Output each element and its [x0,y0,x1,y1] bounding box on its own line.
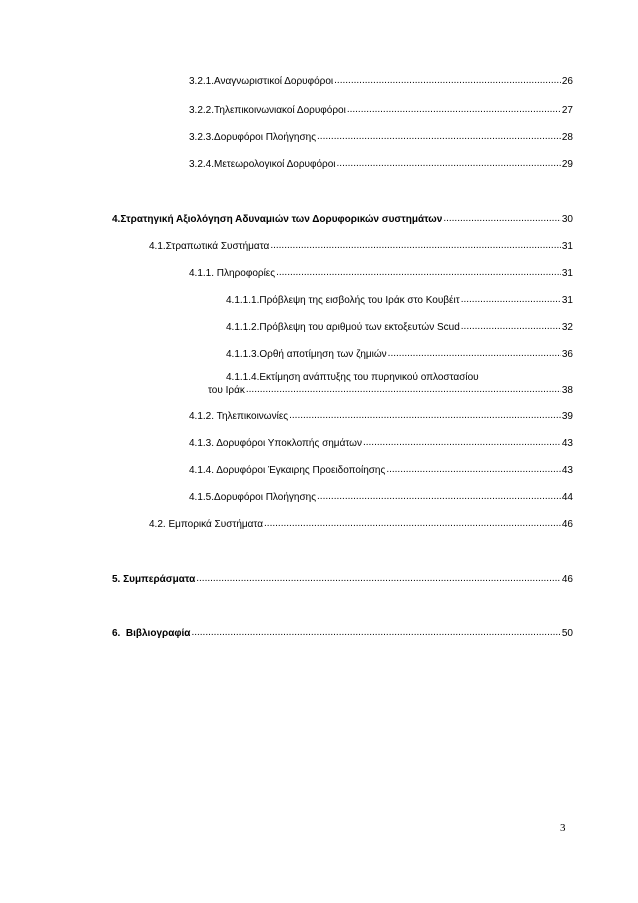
toc-entry-title: 5. Συμπεράσματα [112,574,196,585]
dot-leader [276,266,561,279]
toc-entry-page: 38 [561,385,573,396]
dot-leader [196,572,561,585]
toc-entry-page: 27 [561,105,573,116]
toc-entry[interactable] [189,464,573,477]
page-number: 3 [560,822,566,834]
toc-entry-page: 43 [561,438,573,449]
dot-leader [317,130,561,143]
dot-leader [334,74,561,87]
toc-entry[interactable] [226,348,573,361]
dot-leader [317,490,561,503]
toc-entry-page: 43 [561,465,573,476]
dot-leader [347,103,561,116]
dot-leader [386,463,561,476]
toc-entry[interactable] [189,75,573,88]
toc-entry-page: 29 [561,159,573,170]
toc-entry-title: 4.1.1.2.Πρόβλεψη του αριθμού των εκτοξευτών Scud [226,322,460,333]
toc-entry[interactable] [149,518,573,531]
toc-entry-page: 31 [561,268,573,279]
toc-entry-title: 3.2.2.Τηλεπικοινωνιακοί Δορυφόροι [189,105,346,116]
toc-entry-title: 3.2.3.Δορυφόροι Πλοήγησης [189,132,317,143]
toc-entry-title: 4.1.2. Τηλεπικοινωνίες [189,411,289,422]
toc-entry-page: 31 [561,295,573,306]
toc-entry[interactable] [226,321,573,334]
dot-leader [270,239,561,252]
toc-entry-page: 26 [561,76,573,87]
dot-leader [461,320,561,333]
dot-leader [289,409,561,422]
toc-entry-page: 39 [561,411,573,422]
toc-entry-title: 3.2.1.Αναγνωριστικοί Δορυφόροι [189,76,334,87]
toc-entry-title: 4.1.5.Δορυφόροι Πλοήγησης [189,492,317,503]
toc-entry-page: 36 [561,349,573,360]
toc-entry[interactable] [189,158,573,171]
toc-chapter-entry[interactable] [112,627,573,640]
dot-leader [363,436,561,449]
toc-entry-title-line2: του Ιράκ [208,385,245,396]
toc-entry-title: 4.1.1. Πληροφορίες [189,268,276,279]
dot-leader [191,626,560,639]
toc-entry-title: 6. Βιβλιογραφία [112,628,191,639]
toc-entry-page: 30 [561,214,573,225]
toc-entry[interactable] [226,294,573,307]
toc-entry-title: 4.1.4. Δορυφόροι Έγκαιρης Προειδοποίησης [189,465,386,476]
toc-entry-page: 46 [561,519,573,530]
toc-entry[interactable] [149,240,573,253]
toc-entry-page: 28 [561,132,573,143]
toc-entry-page: 46 [561,574,573,585]
toc-entry-title: 4.1.1.1.Πρόβλεψη της εισβολής του Ιράκ στο Κουβέιτ [226,295,460,306]
toc-entry-title: 4.2. Εμπορικά Συστήματα [149,519,264,530]
toc-chapter-entry[interactable] [112,573,573,586]
toc-entry-page: 32 [561,322,573,333]
toc-entry-title: 3.2.4.Μετεωρολογικοί Δορυφόροι [189,159,336,170]
dot-leader [246,383,561,396]
dot-leader [461,293,561,306]
toc-entry[interactable] [189,131,573,144]
toc-entry-page: 31 [561,241,573,252]
toc-entry[interactable] [189,491,573,504]
toc-entry[interactable] [189,410,573,423]
toc-entry[interactable] [189,267,573,280]
toc-entry[interactable] [189,437,573,450]
toc-entry-title: 4.Στρατηγική Αξιολόγηση Αδυναμιών των Δορυφορικών συστημάτων [112,214,443,225]
toc-entry-page: 50 [561,628,573,639]
toc-entry-multiline[interactable] [208,371,573,397]
dot-leader [443,212,561,225]
dot-leader [337,157,561,170]
toc-entry-title-line1: 4.1.1.4.Εκτίμηση ανάπτυξης του πυρηνικού οπλοστασίου [226,372,479,383]
dot-leader [264,517,561,530]
toc-entry[interactable] [189,104,573,117]
toc-entry-page: 44 [561,492,573,503]
toc-chapter-entry[interactable] [112,213,573,226]
toc-entry-title: 4.1.3. Δορυφόροι Υποκλοπής σημάτων [189,438,362,449]
toc-entry-line2 [208,384,573,397]
dot-leader [388,347,561,360]
toc-entry-title: 4.1.1.3.Ορθή αποτίμηση των ζημιών [226,349,387,360]
toc-entry-title: 4.1.Στραπωτικά Συστήματα [149,241,270,252]
